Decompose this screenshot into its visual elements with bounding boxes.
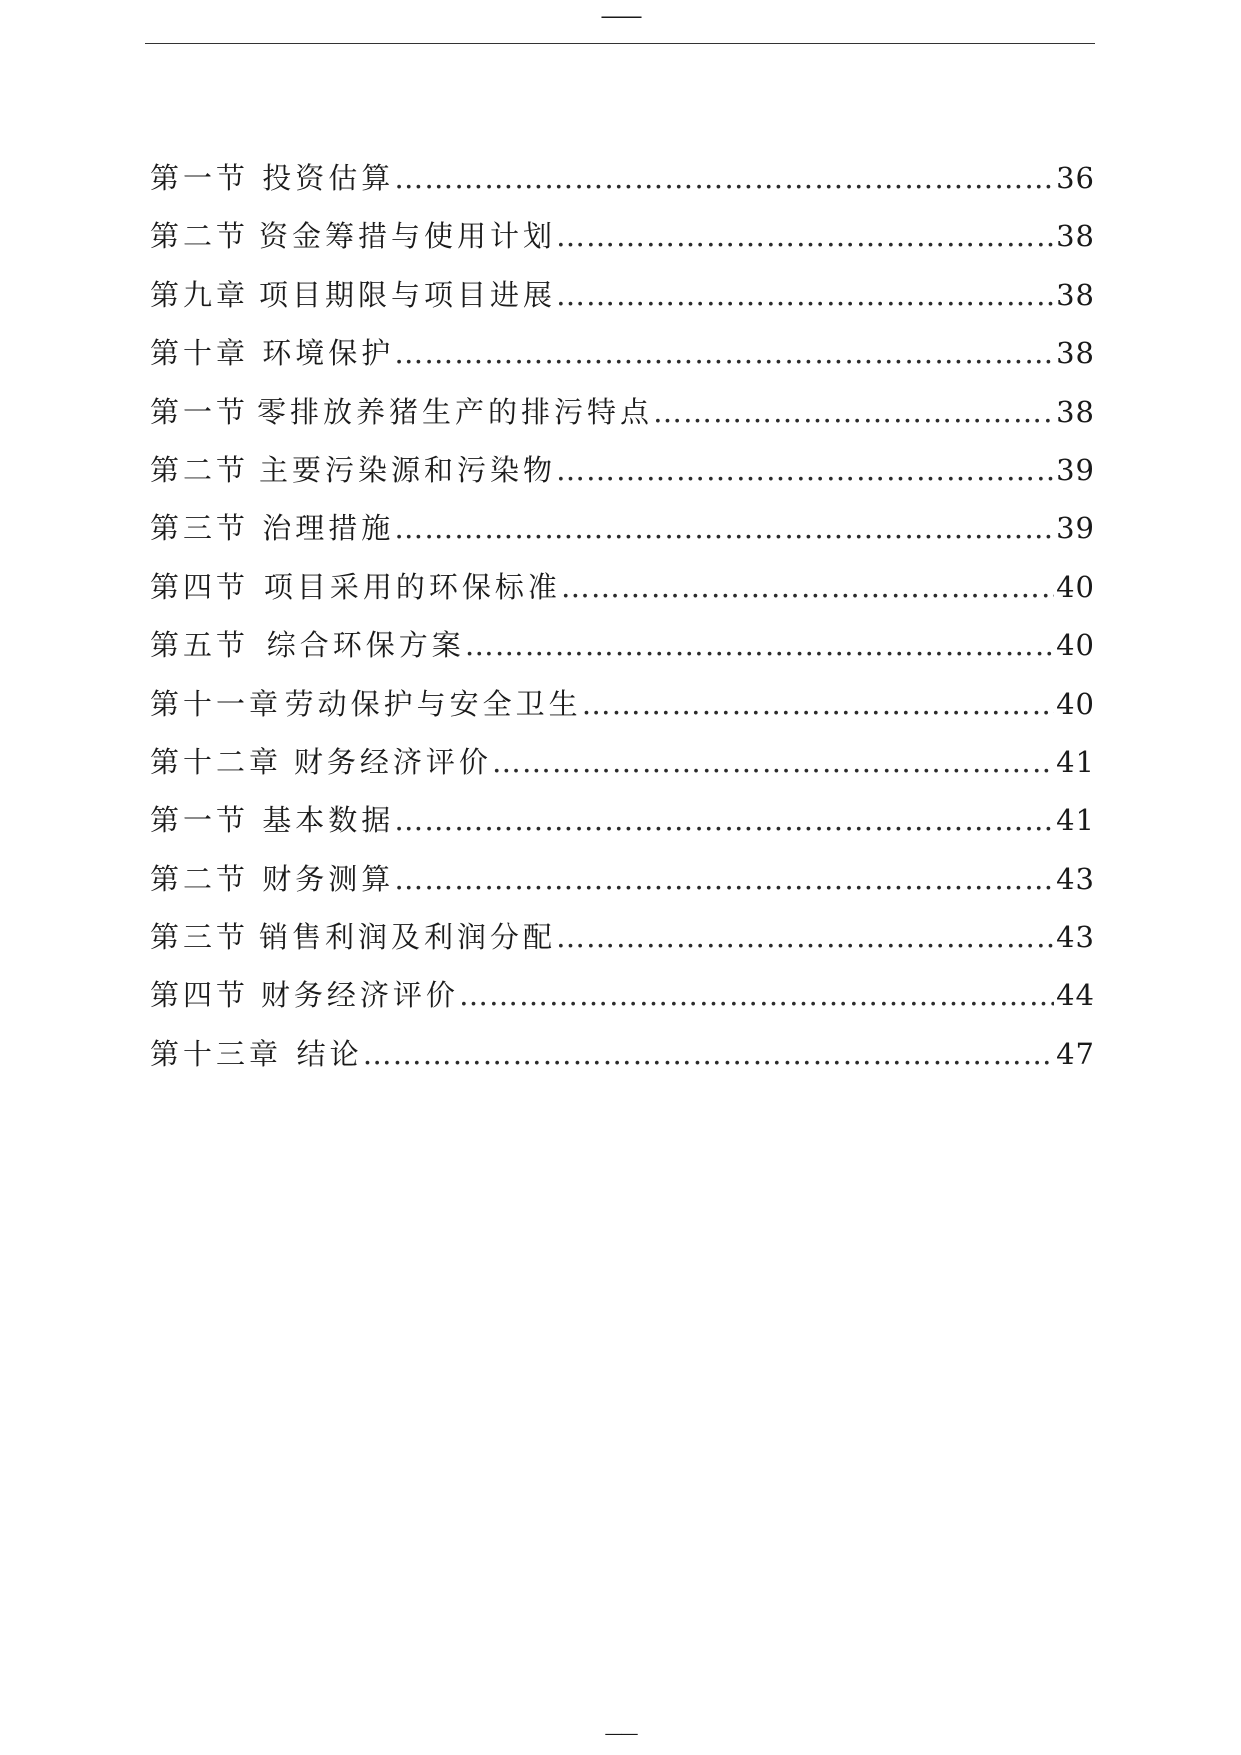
toc-entry[interactable]: [150, 390, 1095, 448]
page-header-mark: ——: [600, 4, 641, 29]
toc-leader-dots: [459, 978, 1054, 1012]
toc-leader-dots: [363, 1037, 1054, 1071]
toc-leader-dots: [653, 395, 1054, 429]
toc-entry-page: 43: [1056, 920, 1095, 955]
toc-entry[interactable]: [150, 448, 1095, 506]
toc-leader-dots: [492, 745, 1054, 779]
toc-entry-page: 47: [1056, 1036, 1095, 1071]
toc-leader-dots: [394, 511, 1054, 545]
toc-entry-title: 环境保护: [262, 336, 395, 371]
toc-entry-page: 41: [1056, 744, 1095, 779]
toc-entry-title: 财务测算: [262, 861, 395, 896]
toc-leader-dots: [582, 687, 1054, 721]
toc-entry-title: 财务经济评价: [260, 978, 459, 1013]
toc-entry[interactable]: [150, 682, 1095, 740]
toc-leader-dots: [394, 161, 1054, 195]
toc-entry[interactable]: [150, 565, 1095, 623]
toc-entry[interactable]: [150, 156, 1095, 214]
toc-entry-title: 结论: [296, 1036, 363, 1071]
toc-leader-dots: [394, 803, 1054, 837]
toc-leader-dots: [556, 920, 1054, 954]
toc-entry-title: 项目期限与项目进展: [258, 277, 556, 312]
toc-leader-dots: [394, 862, 1054, 896]
toc-entry-page: 43: [1056, 861, 1095, 896]
page-footer-mark: ——: [604, 1723, 637, 1744]
toc-entry-page: 38: [1056, 219, 1095, 254]
toc-entry-label: 第四节: [150, 569, 250, 604]
toc-entry[interactable]: [150, 857, 1095, 915]
toc-entry-label: 第九章: [150, 277, 250, 312]
toc-entry[interactable]: [150, 915, 1095, 973]
toc-entry-page: 39: [1056, 511, 1095, 546]
toc-entry-page: 40: [1056, 686, 1095, 721]
toc-entry-title: 治理措施: [262, 511, 395, 546]
toc-entry[interactable]: [150, 506, 1095, 564]
toc-entry-page: 38: [1056, 394, 1095, 429]
toc-leader-dots: [556, 219, 1054, 253]
toc-entry-title: 劳动保护与安全卫生: [284, 686, 582, 721]
toc-entry[interactable]: [150, 331, 1095, 389]
toc-entry-page: 44: [1056, 978, 1095, 1013]
toc-entry-label: 第二节: [150, 219, 250, 254]
toc-entry-label: 第二节: [150, 861, 250, 896]
toc-entry[interactable]: [150, 798, 1095, 856]
toc-entry-title: 主要污染源和污染物: [258, 452, 556, 487]
toc-entry-title: 综合环保方案: [266, 628, 465, 663]
header-divider: [145, 43, 1095, 44]
toc-entry-label: 第一节: [150, 161, 250, 195]
toc-leader-dots: [561, 570, 1054, 604]
toc-entry-label: 第三节: [150, 920, 250, 955]
toc-entry-title: 项目采用的环保标准: [263, 569, 561, 604]
toc-entry-label: 第五节: [150, 628, 250, 663]
toc-entry-label: 第一节: [150, 803, 250, 838]
toc-entry-label: 第四节: [150, 978, 250, 1013]
toc-entry-page: 40: [1056, 628, 1095, 663]
toc-entry-label: 第十章: [150, 336, 250, 371]
toc-leader-dots: [556, 278, 1054, 312]
toc-entry-title: 投资估算: [262, 161, 395, 195]
toc-entry-label: 第三节: [150, 511, 250, 546]
toc-entry-page: 40: [1056, 569, 1095, 604]
toc-entry-label: 第十三章: [150, 1036, 283, 1071]
toc-entry-label: 第十一章: [150, 686, 283, 721]
toc-entry[interactable]: [150, 1032, 1095, 1090]
toc-leader-dots: [556, 453, 1054, 487]
toc-leader-dots: [465, 628, 1054, 662]
toc-entry[interactable]: [150, 623, 1095, 681]
toc-entry-title: 销售利润及利润分配: [258, 920, 556, 955]
toc-entry-title: 基本数据: [262, 803, 395, 838]
toc-entry[interactable]: [150, 273, 1095, 331]
toc-entry-label: 第十二章: [150, 744, 283, 779]
toc-entry-page: 38: [1056, 336, 1095, 371]
toc-leader-dots: [394, 336, 1054, 370]
toc-entry-page: 39: [1056, 452, 1095, 487]
toc-entry-page: 41: [1056, 803, 1095, 838]
table-of-contents: [150, 156, 1095, 1090]
toc-entry-label: 第一节: [150, 394, 250, 429]
toc-entry-title: 资金筹措与使用计划: [258, 219, 556, 254]
toc-entry[interactable]: [150, 740, 1095, 798]
toc-entry[interactable]: [150, 973, 1095, 1031]
toc-entry-page: 36: [1056, 161, 1095, 195]
toc-entry-label: 第二节: [150, 452, 250, 487]
toc-entry[interactable]: [150, 214, 1095, 272]
toc-entry-title: 财务经济评价: [293, 744, 492, 779]
toc-entry-page: 38: [1056, 277, 1095, 312]
toc-entry-title: 零排放养猪生产的排污特点: [257, 394, 654, 429]
